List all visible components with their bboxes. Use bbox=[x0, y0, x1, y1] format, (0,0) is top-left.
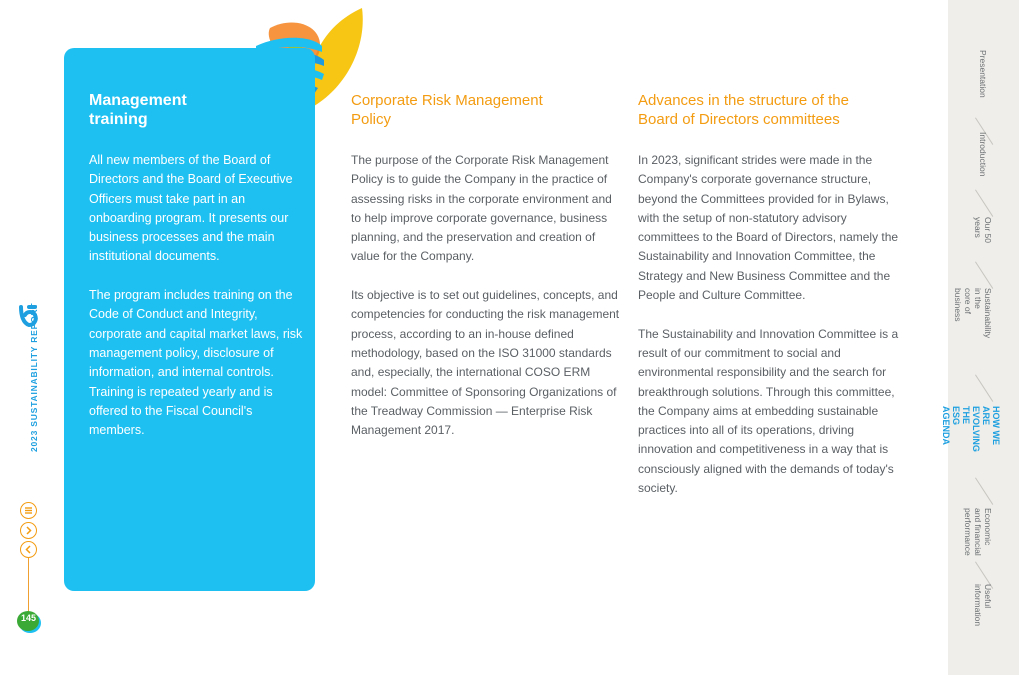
previous-page-button[interactable] bbox=[20, 541, 37, 558]
risk-policy-body bbox=[351, 151, 623, 460]
card-title: Management training bbox=[89, 92, 187, 128]
committees-title: Advances in the structure of the Board of Directors committees bbox=[638, 92, 849, 128]
tab-our-50-years[interactable]: Our 50 years bbox=[973, 217, 993, 243]
tab-economic-performance[interactable]: Economic and financial performance bbox=[963, 508, 993, 556]
chevron-right-icon bbox=[23, 525, 34, 536]
card-paragraph: The program includes training on the Code of Conduct and Integrity, corporate and capital market laws, risk management policy, disclosure of information, and internal controls. Training is repeated yearly and is offered to the Fiscal Council's members. bbox=[89, 288, 303, 438]
tab-sustainability-core[interactable]: Sustainability in the core of business bbox=[953, 288, 993, 339]
risk-policy-paragraph: Its objective is to set out guidelines, concepts, and competencies for conducting the risk management process, according to an in-house defined methodology, based on the ISO 31000 standards and, especially, the international COSO ERM model: Committee of Sponsoring Organizations of the Treadway Commission — Enterprise Risk Management 2017. bbox=[351, 288, 620, 438]
page-number: 145 bbox=[20, 613, 37, 623]
nav-divider bbox=[28, 558, 29, 614]
tab-introduction[interactable]: Introduction bbox=[978, 132, 988, 177]
card-body bbox=[89, 151, 304, 460]
tab-esg-agenda[interactable]: HOW WE ARE EVOLVING THE ESG AGENDA bbox=[941, 406, 1001, 452]
next-page-button[interactable] bbox=[20, 522, 37, 539]
committees-body bbox=[638, 151, 910, 518]
risk-policy-paragraph: The purpose of the Corporate Risk Management Policy is to guide the Company in the practice of assessing risks in the corporate environment and to help improve corporate governance, business planning, and the preservation and creation of value for the Company. bbox=[351, 153, 612, 264]
committees-paragraph: In 2023, significant strides were made in the Company's corporate governance structure, beyond the Committees provided for in Bylaws, with the setup of non-statutory advisory committees to the Board of Directors, namely the Sustainability and Innovation Committee, the Strategy and New Business Committee and the People and Culture Committee. bbox=[638, 153, 899, 303]
risk-policy-title: Corporate Risk Management Policy bbox=[351, 92, 543, 128]
report-label: 2023 SUSTAINABILITY REPORT bbox=[29, 302, 39, 452]
chevron-left-icon bbox=[23, 544, 34, 555]
tab-presentation[interactable]: Presentation bbox=[978, 50, 988, 98]
tab-useful-information[interactable]: Useful information bbox=[973, 584, 993, 627]
card-paragraph: All new members of the Board of Directors and the Board of Executive Officers must take part in an onboarding program. It presents our business processes and the main institutional documents. bbox=[89, 153, 293, 264]
menu-icon bbox=[23, 505, 34, 516]
committees-paragraph: The Sustainability and Innovation Committee is a result of our commitment to social and environmental responsibility and the search for breakthrough solutions. Through this committee, the Company aims at embedding sustainable practices into all of its operations, driving innovation and competitiveness in a way that is consciously aligned with the demands of today's society. bbox=[638, 326, 899, 496]
menu-button[interactable] bbox=[20, 502, 37, 519]
